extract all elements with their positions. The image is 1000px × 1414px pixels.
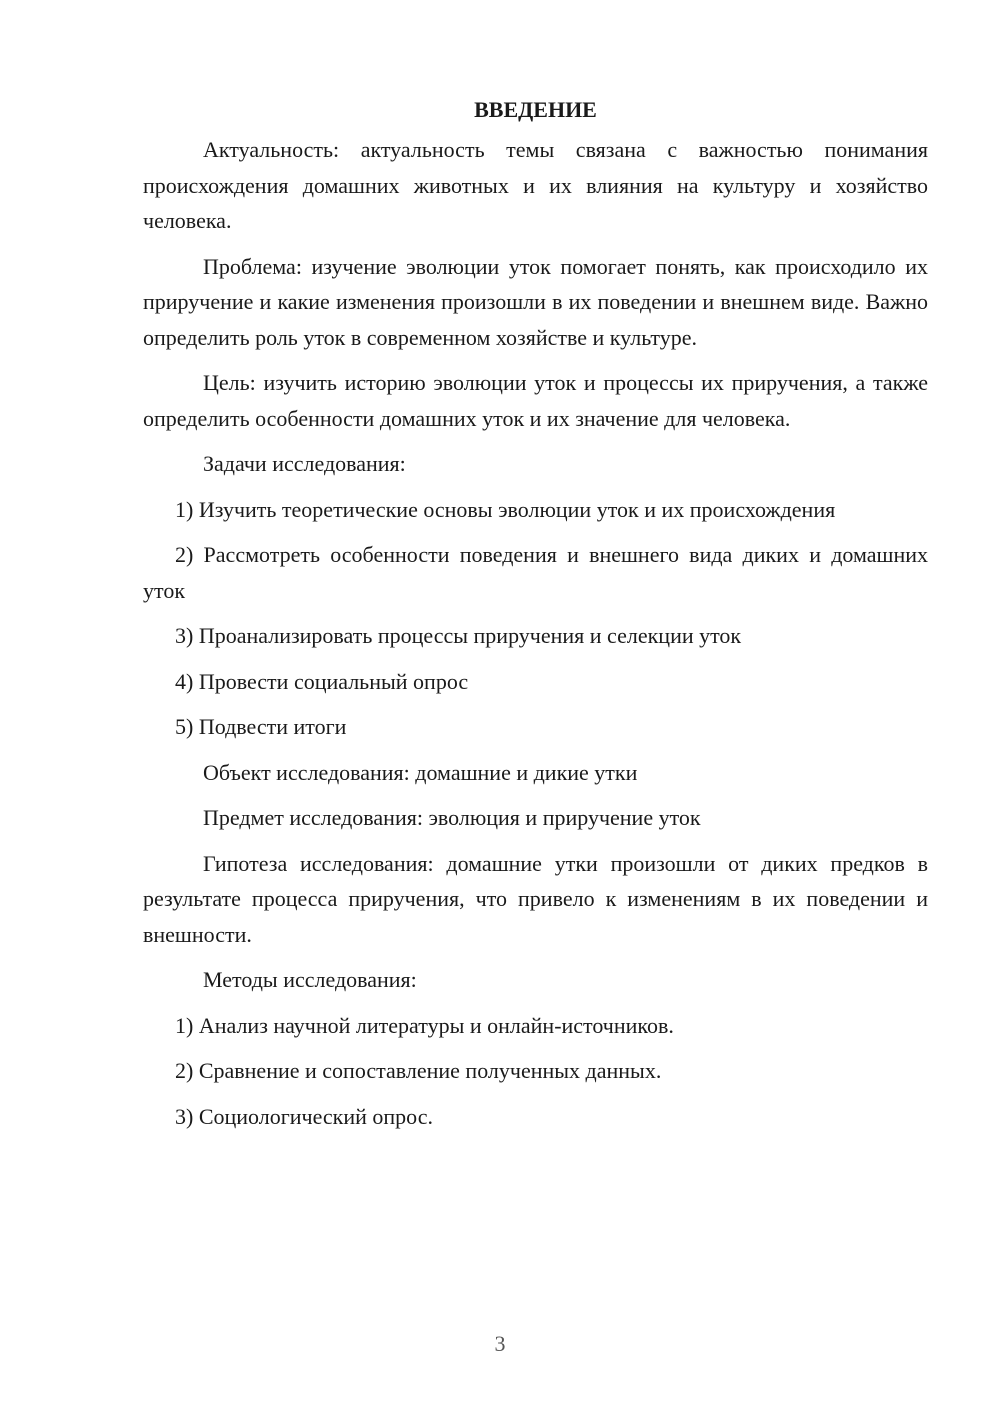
hypothesis-paragraph: Гипотеза исследования: домашние утки произошли от диких предков в результате процесса приручения, что привело к изменениям в их поведении и внешности. (143, 850, 928, 947)
problem-paragraph: Проблема: изучение эволюции уток помогает понять, как происходило их приручение и какие изменения произошли в их поведении и внешнем виде. Важно определить роль уток в современном хозяйстве и культуре. (143, 253, 928, 350)
page-number: 3 (494, 1331, 506, 1356)
relevance-paragraph: Актуальность: актуальность темы связана с важностью понимания происхождения домашних животных и их влияния на культуру и хозяйство человека. (143, 137, 928, 233)
method-item-2: 2) Сравнение и сопоставление полученных данных. (175, 1058, 662, 1083)
page-title: ВВЕДЕНИЕ (474, 97, 597, 122)
task-item-3: 3) Проанализировать процессы приручения и селекции уток (175, 623, 742, 648)
document-page (143, 92, 928, 1144)
task-item-4: 4) Провести социальный опрос (175, 668, 469, 694)
tasks-label: Задачи исследования: (203, 451, 406, 476)
task-item-2: 2) Рассмотреть особенности поведения и внешнего вида диких и домашних уток (143, 542, 928, 603)
subject-paragraph: Предмет исследования: эволюция и приручение уток (203, 805, 701, 830)
object-paragraph: Объект исследования: домашние и дикие утки (203, 759, 638, 785)
methods-label: Методы исследования: (203, 967, 417, 992)
method-item-3: 3) Социологический опрос. (175, 1103, 433, 1129)
task-item-5: 5) Подвести итоги (175, 714, 347, 739)
task-item-1: 1) Изучить теоретические основы эволюции уток и их происхождения (175, 496, 836, 522)
method-item-1: 1) Анализ научной литературы и онлайн-источников. (175, 1012, 674, 1038)
goal-paragraph: Цель: изучить историю эволюции уток и процессы их приручения, а также определить особенности домашних уток и их значение для человека. (143, 370, 928, 431)
